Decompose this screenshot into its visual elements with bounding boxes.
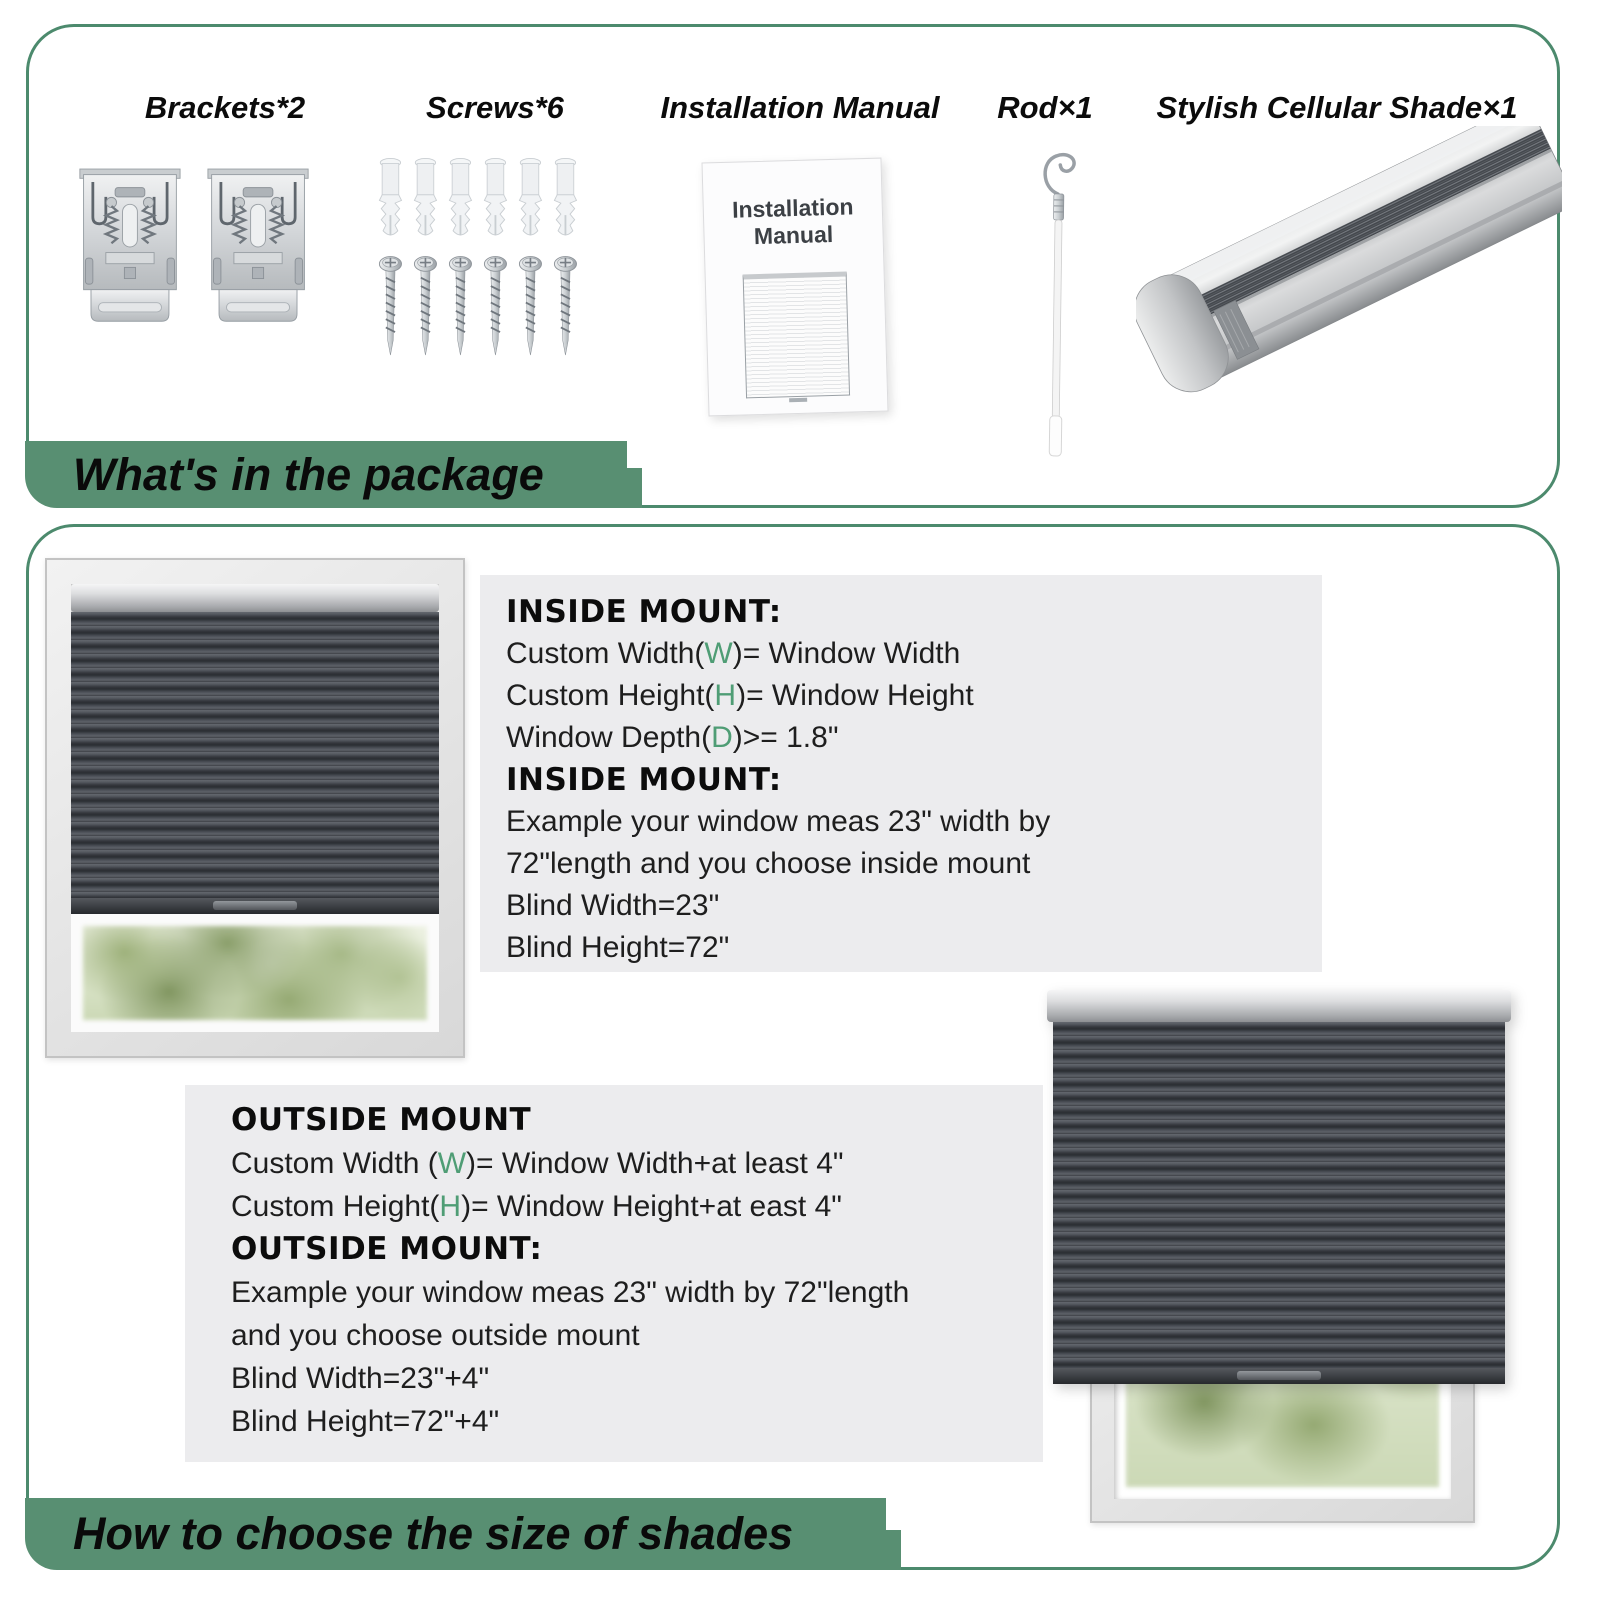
shade-bottom-rail — [71, 898, 439, 914]
inside-width-line: Custom Width(W)= Window Width — [506, 637, 961, 670]
inside-mount-panel — [480, 575, 1322, 972]
rod-icon — [1028, 146, 1092, 460]
tree-view-image — [83, 926, 427, 1020]
manual-page-title: Installation Manual — [731, 193, 854, 250]
outside-mount-panel — [185, 1085, 1043, 1462]
depth-key-letter: D — [711, 721, 733, 754]
package-banner-text: What's in the package — [73, 449, 544, 500]
outside-example-line-1: Example your window meas 23" width by 72"length — [231, 1276, 910, 1309]
sizing-banner-text: How to choose the size of shades — [73, 1508, 794, 1559]
inside-blind-width: Blind Width=23" — [506, 889, 720, 922]
window-glass — [71, 914, 439, 1032]
shade-handle — [213, 901, 297, 910]
shade-pleats — [71, 612, 439, 898]
cellular-shade-icon — [1136, 126, 1562, 422]
shade-handle — [1237, 1371, 1321, 1380]
manual-blind-sketch-icon — [743, 272, 850, 399]
brackets-label: Brackets*2 — [144, 90, 306, 125]
shade-bottom-rail — [1053, 1368, 1505, 1384]
inside-mount-window-image — [45, 558, 465, 1058]
inside-mount-heading: INSIDE MOUNT: — [506, 594, 782, 630]
sizing-banner — [25, 1498, 886, 1570]
width-key-letter: W — [704, 637, 733, 670]
inside-mount-heading-2: INSIDE MOUNT: — [506, 762, 782, 798]
package-banner — [25, 441, 627, 508]
inside-example-line-1: Example your window meas 23" width by — [506, 805, 1051, 838]
shade-label: Stylish Cellular Shade×1 — [1156, 90, 1518, 125]
outside-example-line-2: and you choose outside mount — [231, 1319, 640, 1352]
screws-icon — [378, 158, 600, 368]
outside-mount-heading-2: OUTSIDE MOUNT: — [231, 1231, 543, 1267]
window-opening — [71, 584, 439, 1032]
outside-mount-heading: OUTSIDE MOUNT — [231, 1102, 532, 1138]
height-key-letter: H — [439, 1190, 462, 1223]
width-key-letter: W — [437, 1147, 467, 1180]
outside-blind-height: Blind Height=72"+4" — [231, 1405, 500, 1438]
outside-blind-width: Blind Width=23"+4" — [231, 1362, 490, 1395]
inside-blind-height: Blind Height=72" — [506, 931, 730, 964]
inside-height-line: Custom Height(H)= Window Height — [506, 679, 974, 712]
shade-headrail — [1047, 990, 1511, 1022]
shade-pleats — [1053, 1022, 1505, 1368]
inside-example-line-2: 72"length and you choose inside mount — [506, 847, 1031, 880]
manual-label: Installation Manual — [660, 90, 940, 125]
outside-mount-shade-image — [1053, 990, 1505, 1384]
height-key-letter: H — [714, 679, 737, 712]
brackets-icon — [78, 163, 310, 331]
inside-depth-line: Window Depth(D)>= 1.8" — [506, 721, 839, 754]
rod-label: Rod×1 — [997, 90, 1093, 125]
screws-label: Screws*6 — [426, 90, 564, 125]
installation-manual-image — [701, 158, 888, 417]
outside-width-line: Custom Width (W)= Window Width+at least 4" — [231, 1147, 844, 1180]
outside-height-line: Custom Height(H)= Window Height+at east 4" — [231, 1190, 842, 1223]
shade-headrail — [71, 584, 439, 612]
